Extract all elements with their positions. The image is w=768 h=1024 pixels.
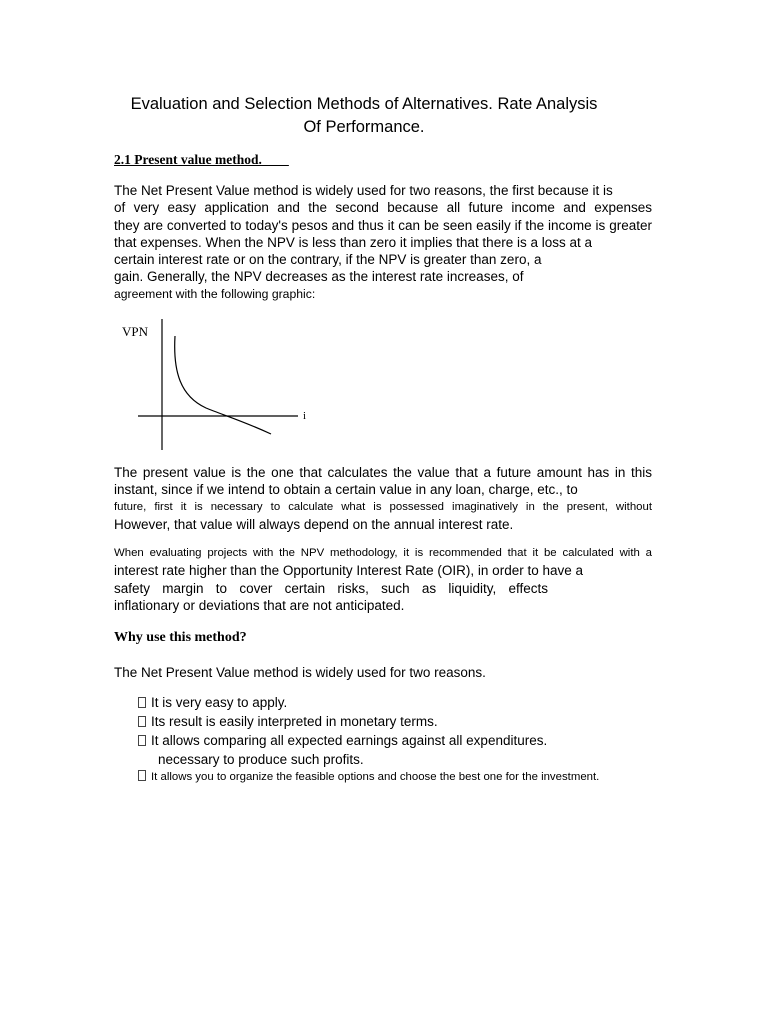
text-line: The Net Present Value method is widely used for two reasons, the first because it is: [114, 183, 613, 198]
paragraph-npv-methodology: [114, 545, 652, 614]
text-line: agreement with the following graphic:: [114, 286, 316, 301]
text-line: of very easy application and the second because all future income and expenses: [114, 200, 652, 216]
y-axis-label: VPN: [122, 324, 149, 339]
list-item: [138, 731, 658, 750]
why-heading: Why use this method?: [114, 630, 247, 645]
npv-curve-figure: [118, 316, 313, 454]
x-axis-label: i: [303, 410, 307, 422]
section-heading: 2.1 Present value method.: [114, 152, 289, 167]
list-item: [138, 769, 658, 786]
document-title: [100, 93, 628, 139]
list-item-text: Its result is easily interpreted in monetary terms.: [151, 714, 438, 729]
npv-graphic: [118, 316, 313, 454]
bullet-box-icon: [138, 770, 146, 781]
bullet-box-icon: [138, 716, 146, 727]
text-line: they are converted to today's pesos and thus it can be seen easily if the income is greater: [114, 217, 652, 233]
list-item: [138, 712, 658, 731]
title-line-2: Of Performance.: [303, 118, 425, 136]
text-line: future, first it is necessary to calculate what is possessed imaginatively in the present, without: [114, 500, 652, 513]
bullet-box-icon: [138, 697, 146, 708]
text-line: instant, since if we intend to obtain a certain value in any loan, charge, etc., to: [114, 482, 578, 498]
text-line: interest rate higher than the Opportunity Interest Rate (OIR), in order to have a: [114, 563, 583, 579]
text-line: certain interest rate or on the contrary, if the NPV is greater than zero, a: [114, 252, 542, 268]
text-line: The present value is the one that calculates the value that a future amount has in this: [114, 465, 652, 480]
list-item-continuation: [138, 750, 658, 769]
list-item-text: It is very easy to apply.: [151, 695, 288, 710]
text-line: However, that value will always depend on the annual interest rate.: [114, 516, 514, 532]
text-line: that expenses. When the NPV is less than zero it implies that there is a loss at a: [114, 234, 592, 250]
reasons-list: [138, 693, 658, 786]
text-line: The Net Present Value method is widely used for two reasons.: [114, 665, 486, 680]
title-line-1: Evaluation and Selection Methods of Alternatives. Rate Analysis: [130, 95, 598, 113]
list-item-text: necessary to produce such profits.: [158, 752, 364, 767]
text-line: When evaluating projects with the NPV methodology, it is recommended that it be calculated with a: [114, 547, 652, 559]
text-line: gain. Generally, the NPV decreases as the interest rate increases, of: [114, 269, 524, 285]
list-item-text: It allows you to organize the feasible options and choose the best one for the investment.: [151, 771, 600, 783]
bullet-box-icon: [138, 735, 146, 746]
list-item: [138, 693, 658, 712]
text-line: safety margin to cover certain risks, such as liquidity, effects: [114, 580, 548, 596]
list-item-text: It allows comparing all expected earnings against all expenditures.: [151, 733, 548, 748]
paragraph-reasons: [114, 664, 652, 681]
npv-curve: [175, 336, 271, 434]
paragraph-npv-intro: [114, 182, 652, 303]
paragraph-present-value: [114, 464, 652, 533]
text-line: inflationary or deviations that are not anticipated.: [114, 597, 405, 613]
